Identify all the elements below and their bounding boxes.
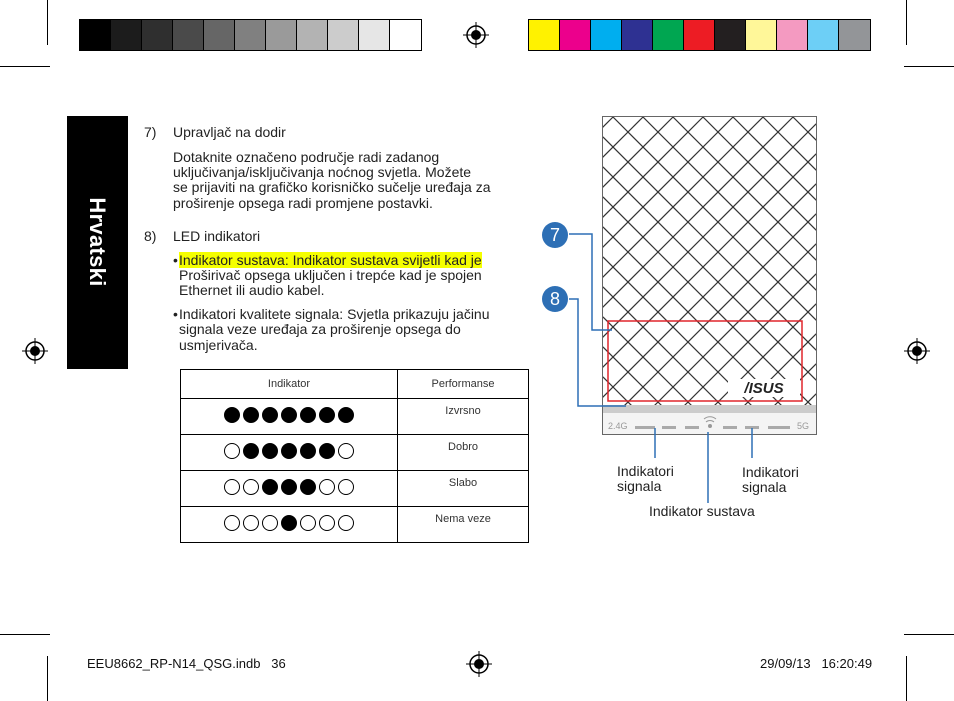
led-off-icon <box>243 515 259 531</box>
signal-indicators-label-right: signala <box>742 479 787 495</box>
table-row <box>181 399 529 435</box>
led-on-icon <box>224 407 240 423</box>
color-swatch <box>297 20 328 50</box>
svg-text:/ISUS: /ISUS <box>744 380 784 397</box>
color-swatch <box>622 20 653 50</box>
signal-led <box>723 426 737 429</box>
color-swatch <box>808 20 839 50</box>
range-extender-illustration <box>602 116 817 435</box>
color-swatch <box>746 20 777 50</box>
led-pattern <box>224 407 354 423</box>
registration-mark-icon <box>466 651 492 677</box>
led-off-icon <box>300 515 316 531</box>
led-off-icon <box>262 515 278 531</box>
color-swatch <box>560 20 591 50</box>
process-color-bar <box>528 19 871 51</box>
color-swatch <box>173 20 204 50</box>
led-pattern-cell <box>181 471 398 507</box>
bullet-line: Indikatori kvalitete signala: Svjetla prikazuju jačinu <box>179 306 490 322</box>
led-on-icon <box>281 407 297 423</box>
item-8-number: 8) <box>144 228 157 244</box>
column-header-indicator: Indikator <box>181 370 398 399</box>
color-swatch <box>80 20 111 50</box>
color-swatch <box>777 20 808 50</box>
system-indicator-label: Indikator sustava <box>649 503 755 519</box>
signal-indicators-label-right: Indikatori <box>742 464 799 480</box>
color-swatch <box>266 20 297 50</box>
item-7-title: Upravljač na dodir <box>173 124 286 140</box>
signal-indicators-label-left: Indikatori <box>617 463 674 479</box>
signal-indicators-label-left: signala <box>617 478 662 494</box>
led-on-icon <box>281 479 297 495</box>
led-off-icon <box>224 515 240 531</box>
performance-cell: Dobro <box>398 435 529 471</box>
led-on-icon <box>319 407 335 423</box>
language-tab <box>67 116 128 369</box>
led-pattern <box>224 479 354 495</box>
led-on-icon <box>262 407 278 423</box>
crop-mark <box>906 656 907 701</box>
table-header-row <box>181 370 529 399</box>
color-swatch <box>359 20 390 50</box>
registration-mark-icon <box>22 338 48 364</box>
led-off-icon <box>224 479 240 495</box>
color-swatch <box>839 20 870 50</box>
led-off-icon <box>319 479 335 495</box>
led-on-icon <box>243 443 259 459</box>
crop-mark <box>0 66 50 67</box>
grayscale-color-bar <box>79 19 422 51</box>
color-swatch <box>235 20 266 50</box>
color-swatch <box>111 20 142 50</box>
led-off-icon <box>319 515 335 531</box>
led-on-icon <box>300 407 316 423</box>
led-on-icon <box>300 479 316 495</box>
band-label-5g: 5G <box>797 421 810 431</box>
crop-mark <box>904 634 954 635</box>
diamond-pattern <box>603 117 817 435</box>
led-off-icon <box>338 515 354 531</box>
led-on-icon <box>243 407 259 423</box>
color-swatch <box>390 20 421 50</box>
bullet-marker: • <box>173 306 178 322</box>
led-off-icon <box>224 443 240 459</box>
color-swatch <box>328 20 359 50</box>
indicator-table <box>180 369 529 543</box>
led-off-icon <box>338 443 354 459</box>
crop-mark <box>47 0 48 45</box>
crop-mark <box>906 0 907 45</box>
led-pattern-cell <box>181 399 398 435</box>
led-pattern <box>224 515 354 531</box>
led-pattern <box>224 443 354 459</box>
item-7-body-line: proširenje opsega radi promjene postavki. <box>173 195 433 211</box>
color-swatch <box>715 20 746 50</box>
performance-cell: Slabo <box>398 471 529 507</box>
bullet-marker: • <box>173 252 178 268</box>
item-7-body-line: se prijaviti na grafičko korisničko sučelje uređaja za <box>173 179 491 195</box>
led-on-icon <box>338 407 354 423</box>
band-label-2-4g: 2.4G <box>608 421 628 431</box>
item-8-title: LED indikatori <box>173 228 261 244</box>
language-tab-label: Hrvatski <box>85 197 110 287</box>
registration-mark-icon <box>904 338 930 364</box>
signal-led <box>768 426 790 429</box>
led-on-icon <box>300 443 316 459</box>
column-header-performance: Performanse <box>398 370 529 399</box>
led-pattern-cell <box>181 507 398 543</box>
signal-led <box>662 426 676 429</box>
bullet-line: signala veze uređaja za proširenje opsega do <box>179 321 461 337</box>
led-off-icon <box>243 479 259 495</box>
item-7-body-line: Dotaknite označeno područje radi zadanog <box>173 149 440 165</box>
color-swatch <box>684 20 715 50</box>
file-slug: EEU8662_RP-N14_QSG.indb 36 <box>87 656 286 671</box>
led-pattern-cell <box>181 435 398 471</box>
performance-cell: Izvrsno <box>398 399 529 435</box>
led-on-icon <box>262 479 278 495</box>
led-off-icon <box>338 479 354 495</box>
item-7-number: 7) <box>144 124 157 140</box>
asus-logo <box>728 379 800 397</box>
table-row <box>181 471 529 507</box>
bullet-line: Ethernet ili audio kabel. <box>179 282 325 298</box>
performance-cell: Nema veze <box>398 507 529 543</box>
signal-led <box>685 426 699 429</box>
crop-mark <box>47 656 48 701</box>
bullet-line: usmjerivača. <box>179 337 258 353</box>
led-on-icon <box>262 443 278 459</box>
color-swatch <box>653 20 684 50</box>
crop-mark <box>904 66 954 67</box>
color-swatch <box>204 20 235 50</box>
print-datetime: 29/09/13 16:20:49 <box>760 656 873 671</box>
registration-mark-icon <box>463 22 489 48</box>
color-swatch <box>142 20 173 50</box>
callout-8: 8 <box>542 286 568 312</box>
led-on-icon <box>319 443 335 459</box>
system-indicator-highlight-text: Indikator sustava: Indikator sustava svijetli kad je <box>179 252 482 268</box>
led-on-icon <box>281 515 297 531</box>
bullet-line: Proširivač opsega uključen i trepće kad je spojen <box>179 267 482 283</box>
item-7-body-line: uključivanja/isključivanja noćnog svjetla. Možete <box>173 164 472 180</box>
table-row <box>181 507 529 543</box>
signal-led <box>635 426 655 429</box>
callout-7: 7 <box>542 222 568 248</box>
signal-led <box>745 426 759 429</box>
color-swatch <box>591 20 622 50</box>
crop-mark <box>0 634 50 635</box>
led-on-icon <box>281 443 297 459</box>
system-led-strip <box>603 405 817 413</box>
color-swatch <box>529 20 560 50</box>
table-row <box>181 435 529 471</box>
